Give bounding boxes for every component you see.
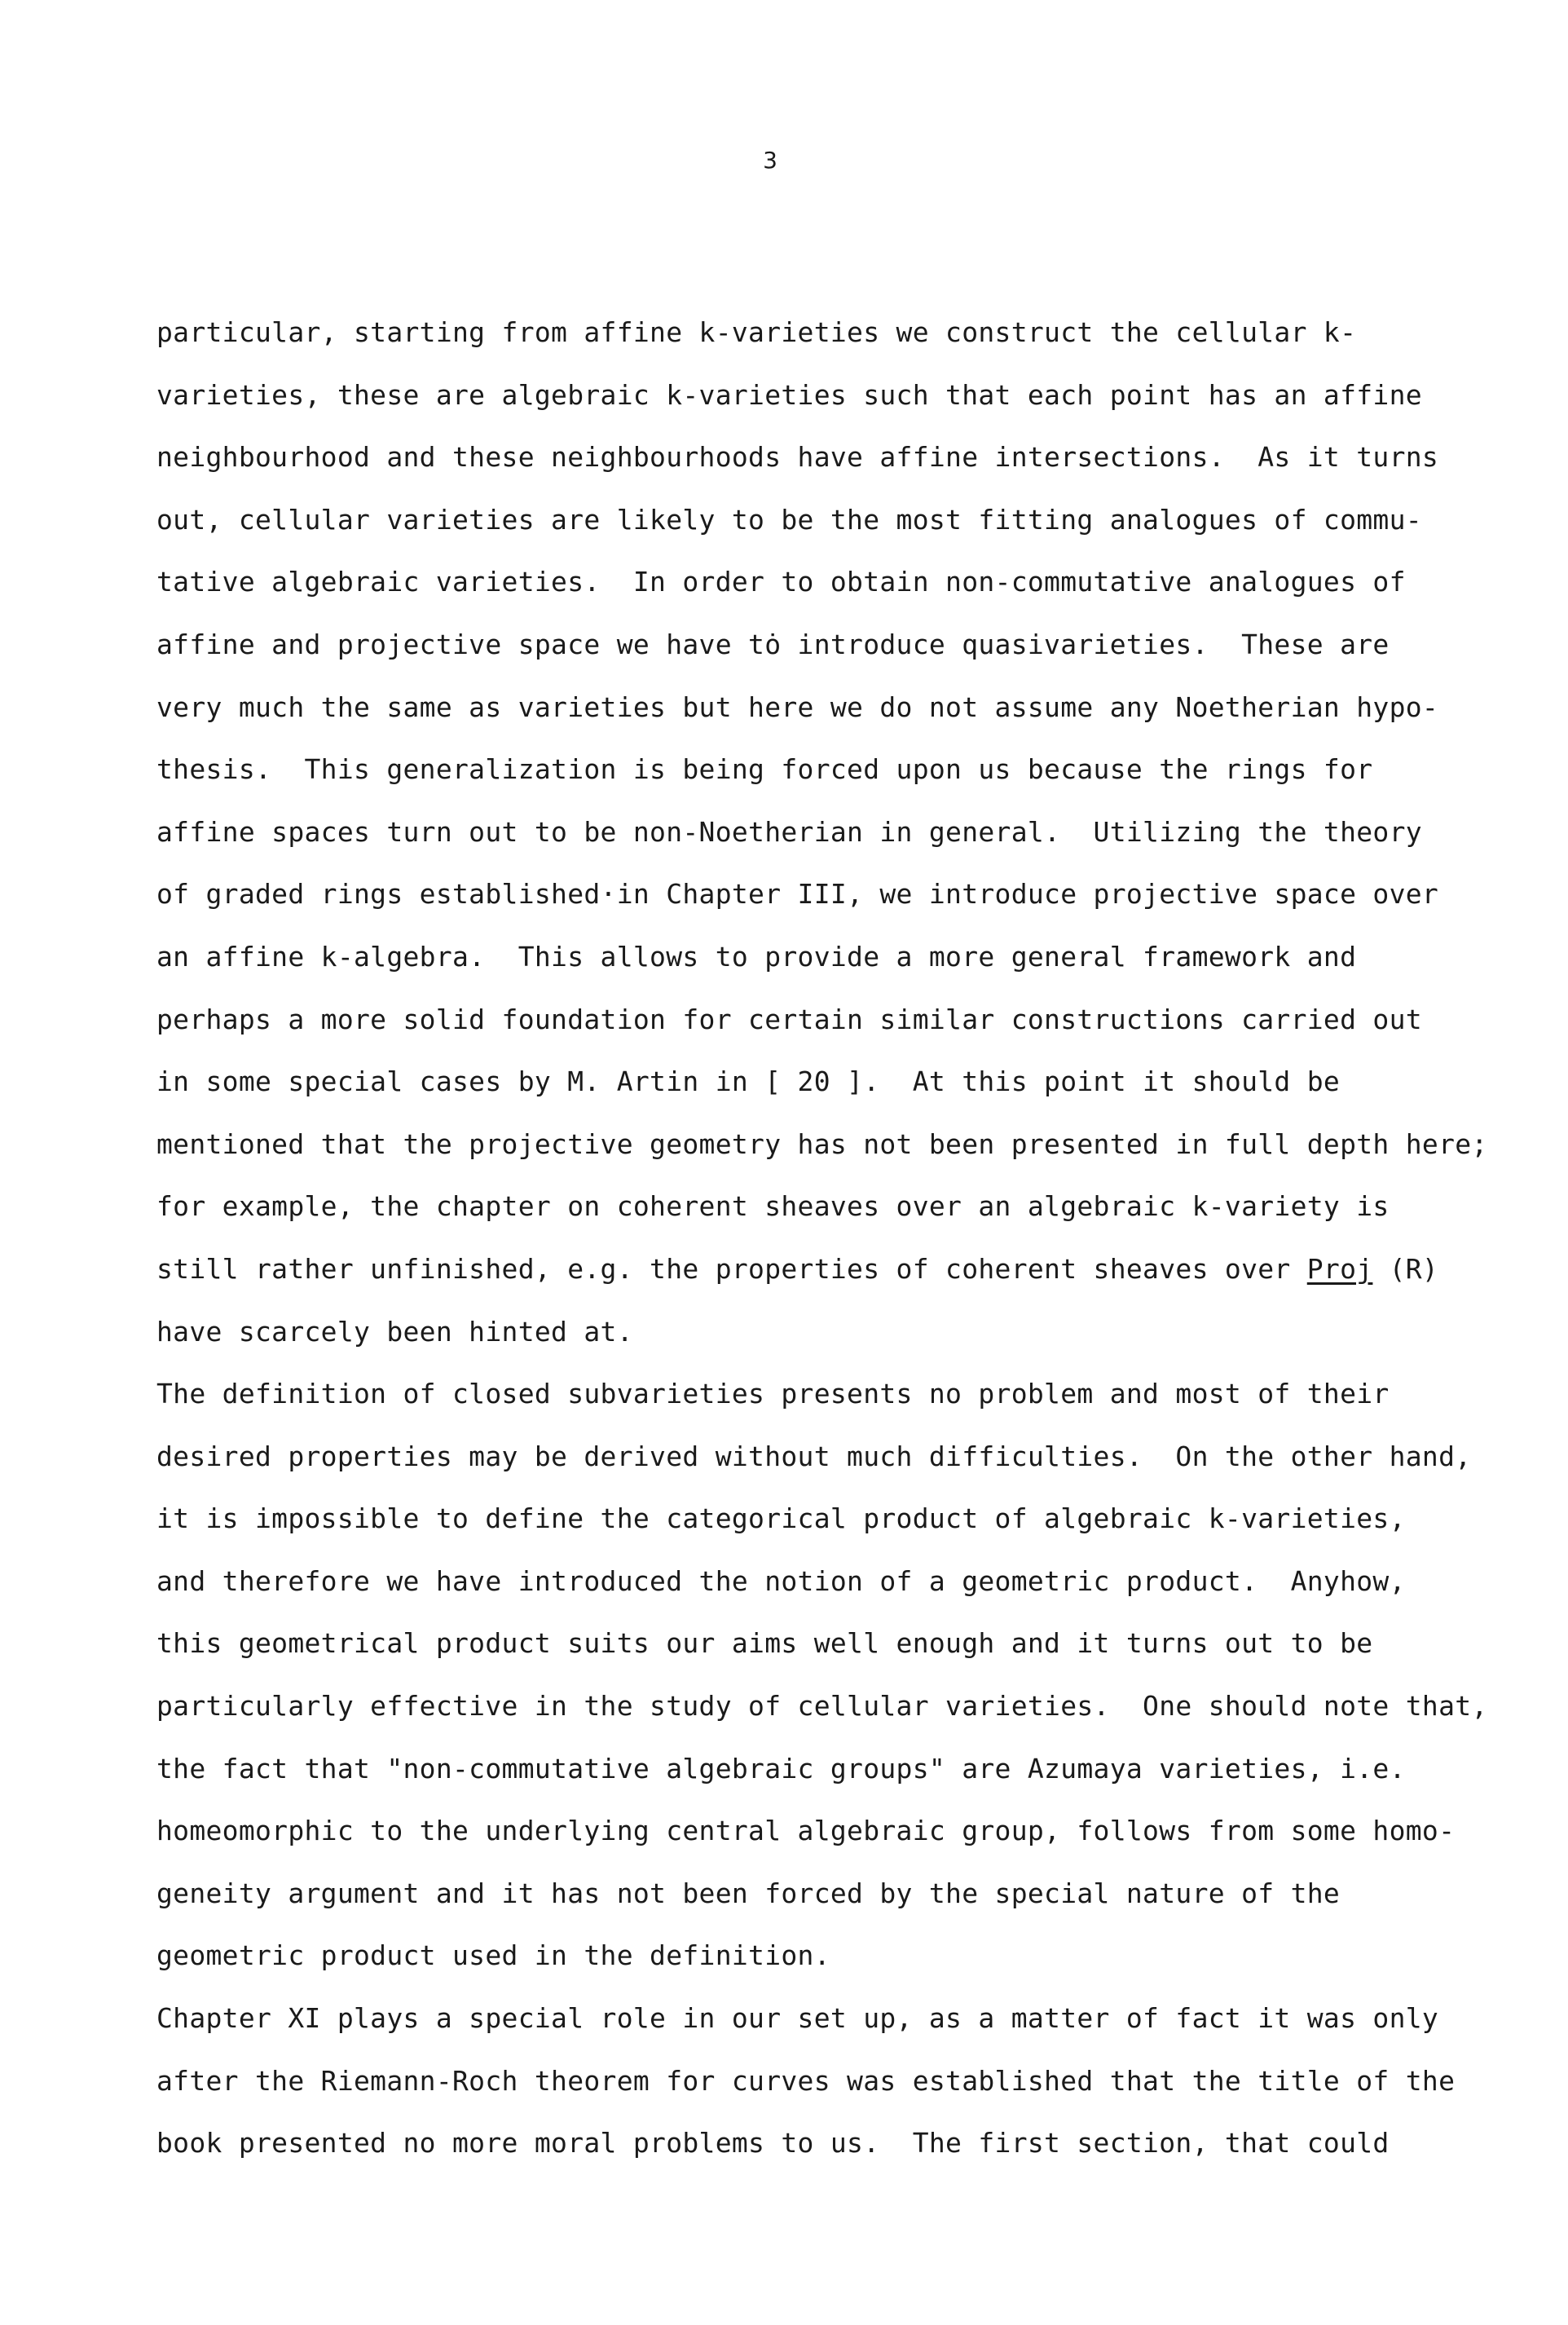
text-line: particular, starting from affine k-varieties we construct the cellular k- — [156, 316, 1357, 348]
text-line: perhaps a more solid foundation for certain similar constructions carried out — [156, 1003, 1422, 1035]
text-line: neighbourhood and these neighbourhoods have affine intersections. As it turns — [156, 441, 1439, 474]
text-line: mentioned that the projective geometry has not been presented in full depth here; — [156, 1127, 1488, 1160]
text-line: very much the same as varieties but here we do not assume any Noetherian hypo- — [156, 690, 1439, 723]
text-line-proj — [156, 1238, 1439, 1301]
text-line: geneity argument and it has not been forced by the special nature of the — [156, 1877, 1341, 1909]
text-line-start: still rather unfinished, e.g. the properties of coherent sheaves over — [156, 1252, 1291, 1285]
text-line: the fact that "non-commutative algebraic groups" are Azumaya varieties, i.e. — [156, 1752, 1406, 1785]
text-line: it is impossible to define the categorical product of algebraic k-varieties, — [156, 1502, 1406, 1535]
text-line: affine and projective space we have tȯ introduce quasivarieties. These are — [156, 628, 1390, 660]
text-line: The definition of closed subvarieties presents no problem and most of their — [156, 1378, 1390, 1410]
text-line: particularly effective in the study of cellular varieties. One should note that, — [156, 1690, 1488, 1723]
text-line: have scarcely been hinted at. — [156, 1315, 633, 1348]
text-line-end: (R) — [1372, 1252, 1439, 1285]
text-line: out, cellular varieties are likely to be the most fitting analogues of commu- — [156, 503, 1422, 536]
text-line: geometric product used in the definition. — [156, 1939, 830, 1972]
page-number: 3 — [763, 147, 777, 174]
text-line: of graded rings established·in Chapter III, we introduce projective space over — [156, 878, 1439, 911]
text-line: book presented no more moral problems to us. The first section, that could — [156, 2127, 1390, 2160]
text-line: varieties, these are algebraic k-varieties such that each point has an affine — [156, 378, 1422, 411]
text-line: thesis. This generalization is being forced upon us because the rings for — [156, 753, 1373, 786]
text-line: in some special cases by M. Artin in [ 20 ]. At this point it should be — [156, 1065, 1341, 1098]
text-line: tative algebraic varieties. In order to obtain non-commutative analogues of — [156, 566, 1406, 598]
text-line: affine spaces turn out to be non-Noetherian in general. Utilizing the theory — [156, 815, 1422, 848]
text-line: an affine k-algebra. This allows to provide a more general framework and — [156, 940, 1357, 973]
text-line: this geometrical product suits our aims well enough and it turns out to be — [156, 1627, 1373, 1660]
proj-underlined-term: Proj — [1306, 1252, 1373, 1285]
body-text — [156, 302, 1488, 2175]
text-line: for example, the chapter on coherent sheaves over an algebraic k-variety is — [156, 1190, 1390, 1223]
text-line: after the Riemann-Roch theorem for curves was established that the title of the — [156, 2064, 1456, 2097]
text-line: Chapter XI plays a special role in our set up, as a matter of fact it was only — [156, 2002, 1439, 2035]
text-line: and therefore we have introduced the notion of a geometric product. Anyhow, — [156, 1564, 1406, 1597]
text-line: desired properties may be derived without much difficulties. On the other hand, — [156, 1440, 1472, 1472]
text-line: homeomorphic to the underlying central algebraic group, follows from some homo- — [156, 1815, 1456, 1847]
